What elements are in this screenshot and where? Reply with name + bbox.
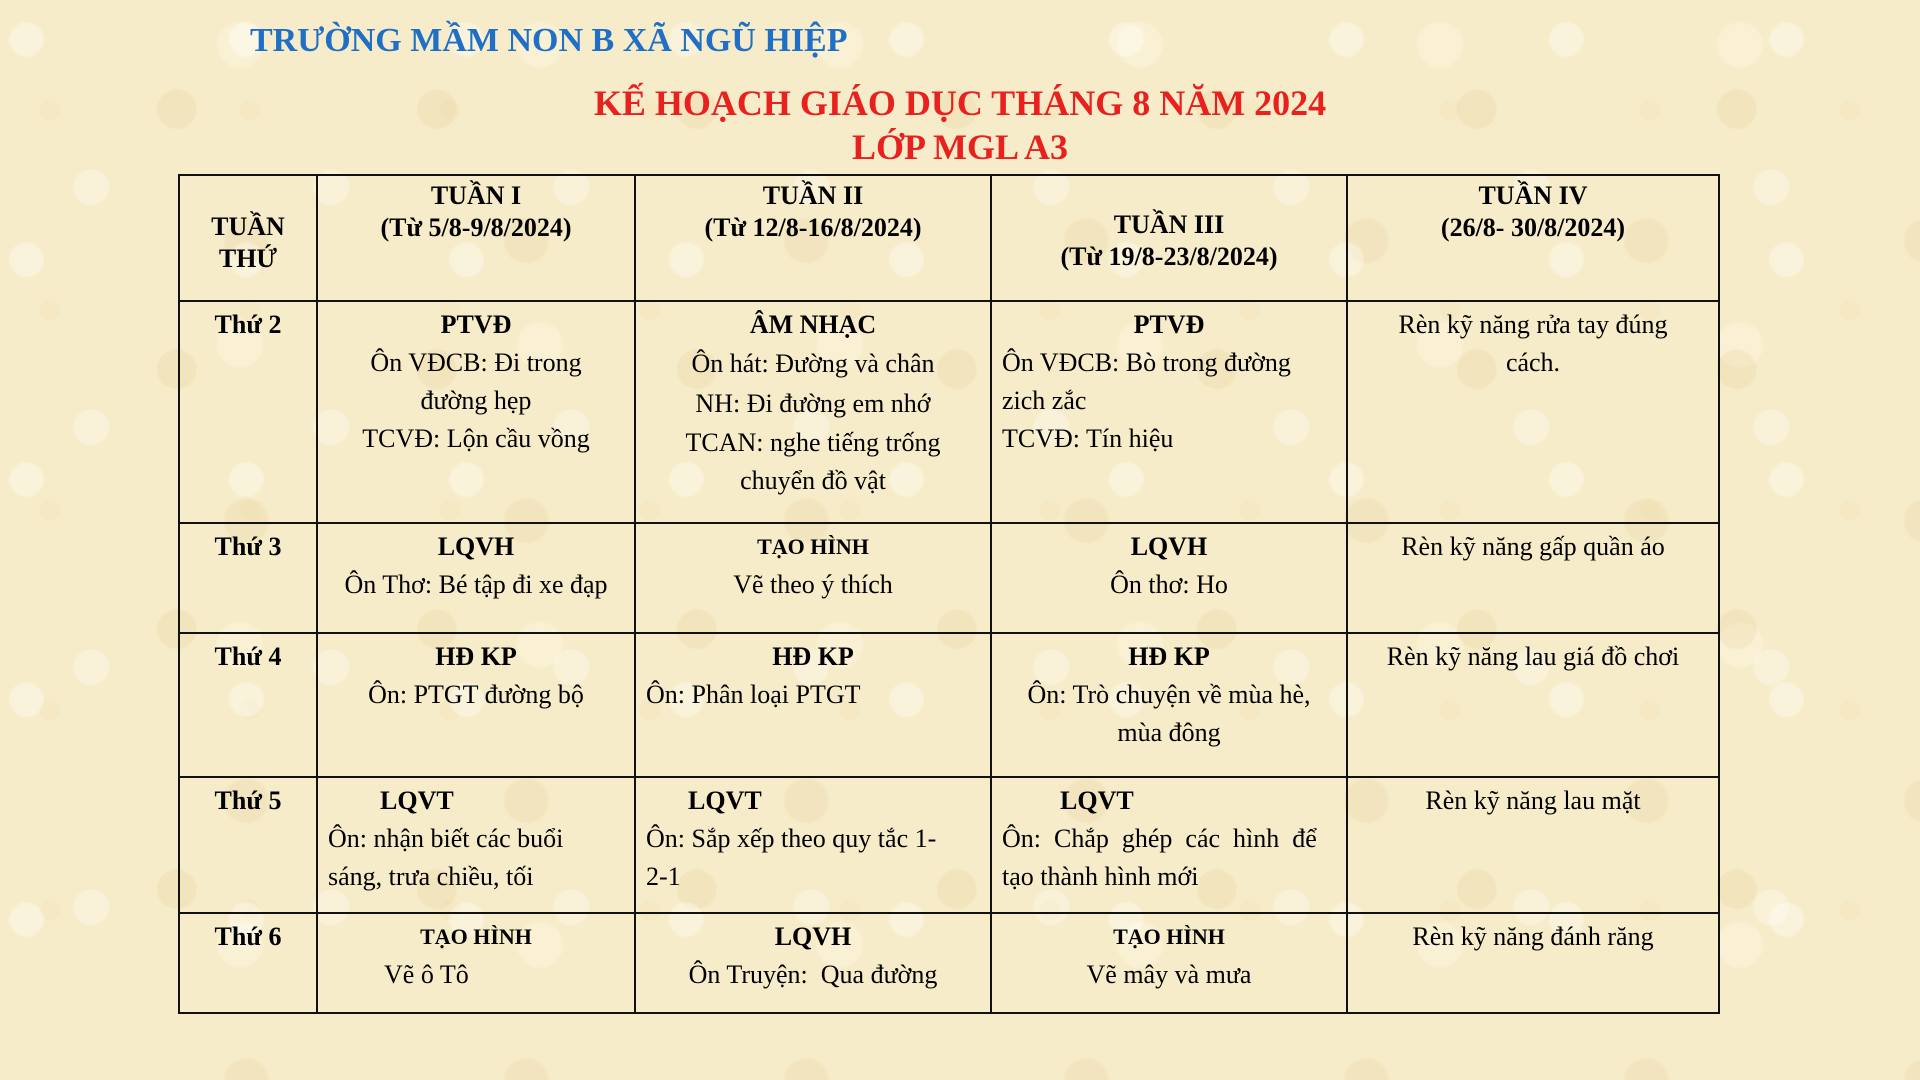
day-label: Thứ 3 — [179, 523, 317, 633]
activity-line: mùa đông — [1117, 718, 1221, 747]
week-range: (26/8- 30/8/2024) — [1440, 213, 1626, 242]
activity-line: TCVĐ: Tín hiệu — [1002, 424, 1174, 453]
activity-line: Vẽ ô Tô — [384, 960, 469, 989]
activity-line: Rèn kỹ năng gấp quần áo — [1401, 532, 1665, 561]
corner-week-label: TUẦN — [211, 212, 285, 241]
activity-line: Vẽ mây và mưa — [1086, 960, 1252, 989]
plan-cell — [1347, 913, 1719, 1013]
activity-line: Rèn kỹ năng rửa tay đúng — [1398, 310, 1668, 339]
plan-cell — [991, 301, 1347, 523]
plan-cell — [991, 633, 1347, 777]
activity-line: đường hẹp — [420, 386, 532, 415]
plan-title: KẾ HOẠCH GIÁO DỤC THÁNG 8 NĂM 2024 — [593, 83, 1327, 123]
subject-label: HĐ KP — [435, 642, 517, 671]
activity-line: TCVĐ: Lộn cầu vồng — [362, 424, 590, 453]
activity-line: cách. — [1505, 348, 1561, 377]
activity-line: Ôn Truyện: Qua đường — [688, 960, 938, 989]
week-range: (Từ 5/8-9/8/2024) — [380, 213, 572, 242]
activity-line: Vẽ theo ý thích — [733, 570, 893, 599]
subject-label: HĐ KP — [772, 642, 854, 671]
week-3-header — [991, 175, 1347, 301]
activity-line: 2-1 — [646, 862, 681, 891]
subject-label: LQVT — [380, 786, 454, 815]
week-range: (Từ 12/8-16/8/2024) — [704, 213, 922, 242]
activity-line: Ôn: PTGT đường bộ — [368, 680, 584, 709]
week-name: TUẦN I — [430, 181, 522, 210]
plan-cell — [991, 523, 1347, 633]
plan-cell — [635, 777, 991, 913]
day-label: Thứ 6 — [179, 913, 317, 1013]
subject-label: TẠO HÌNH — [757, 534, 869, 559]
class-name: LỚP MGL A3 — [851, 127, 1069, 167]
plan-cell — [635, 301, 991, 523]
activity-line: chuyển đồ vật — [740, 466, 886, 495]
activity-line: sáng, trưa chiều, tối — [328, 862, 534, 891]
activity-line: Ôn thơ: Ho — [1110, 570, 1228, 599]
subject-label: LQVH — [1130, 532, 1208, 561]
activity-line: Ôn: Chắp ghép các hình để — [1002, 824, 1317, 853]
corner-day-label: THỨ — [218, 244, 278, 273]
day-label: Thứ 2 — [179, 301, 317, 523]
plan-cell — [1347, 777, 1719, 913]
week-name: TUẦN II — [762, 181, 864, 210]
activity-line: NH: Đi đường em nhớ — [695, 389, 931, 418]
subject-label: HĐ KP — [1128, 642, 1210, 671]
plan-cell — [635, 913, 991, 1013]
week-name: TUẦN III — [1113, 210, 1225, 239]
activity-line: Ôn: Sắp xếp theo quy tắc 1- — [646, 824, 937, 853]
day-label: Thứ 4 — [179, 633, 317, 777]
activity-line: TCAN: nghe tiếng trống — [685, 428, 941, 457]
plan-cell — [317, 913, 635, 1013]
activity-line: Rèn kỹ năng lau mặt — [1425, 786, 1641, 815]
plan-cell — [991, 777, 1347, 913]
activity-line: Ôn: nhận biết các buổi — [328, 824, 564, 853]
activity-line: Ôn hát: Đường và chân — [691, 349, 935, 378]
table-row — [179, 913, 1719, 1013]
table-row — [179, 523, 1719, 633]
plan-cell — [635, 633, 991, 777]
activity-line: Ôn: Phân loại PTGT — [646, 680, 861, 709]
subject-label: TẠO HÌNH — [420, 924, 532, 949]
subject-label: LQVH — [774, 922, 852, 951]
plan-cell — [1347, 523, 1719, 633]
subject-label: LQVH — [437, 532, 515, 561]
subject-label: PTVĐ — [1133, 310, 1205, 339]
plan-cell — [991, 913, 1347, 1013]
table-row — [179, 301, 1719, 523]
plan-cell — [1347, 301, 1719, 523]
week-2-header — [635, 175, 991, 301]
education-plan-table — [178, 174, 1720, 1014]
activity-line: Ôn VĐCB: Đi trong — [370, 348, 582, 377]
activity-line: zich zắc — [1002, 386, 1087, 415]
plan-cell — [317, 633, 635, 777]
day-label: Thứ 5 — [179, 777, 317, 913]
table-row — [179, 633, 1719, 777]
activity-line: Ôn Thơ: Bé tập đi xe đạp — [344, 570, 608, 599]
plan-cell — [317, 523, 635, 633]
subject-label: PTVĐ — [440, 310, 512, 339]
activity-line: tạo thành hình mới — [1002, 862, 1199, 891]
subject-label: LQVT — [1060, 786, 1134, 815]
table-row — [179, 777, 1719, 913]
plan-cell — [317, 777, 635, 913]
activity-line: Rèn kỹ năng lau giá đồ chơi — [1386, 642, 1680, 671]
subject-label: TẠO HÌNH — [1113, 924, 1225, 949]
week-range: (Từ 19/8-23/8/2024) — [1060, 242, 1278, 271]
week-1-header — [317, 175, 635, 301]
subject-label: LQVT — [688, 786, 762, 815]
subject-label: ÂM NHẠC — [749, 310, 877, 339]
plan-cell — [317, 301, 635, 523]
table-header-row — [179, 175, 1719, 301]
corner-header — [179, 175, 317, 301]
plan-cell — [635, 523, 991, 633]
plan-cell — [1347, 633, 1719, 777]
school-name: TRƯỜNG MẦM NON B XÃ NGŨ HIỆP — [250, 22, 848, 59]
activity-line: Ôn VĐCB: Bò trong đường — [1002, 348, 1291, 377]
activity-line: Ôn: Trò chuyện về mùa hè, — [1027, 680, 1311, 709]
week-name: TUẦN IV — [1478, 181, 1588, 210]
week-4-header — [1347, 175, 1719, 301]
activity-line: Rèn kỹ năng đánh răng — [1412, 922, 1654, 951]
